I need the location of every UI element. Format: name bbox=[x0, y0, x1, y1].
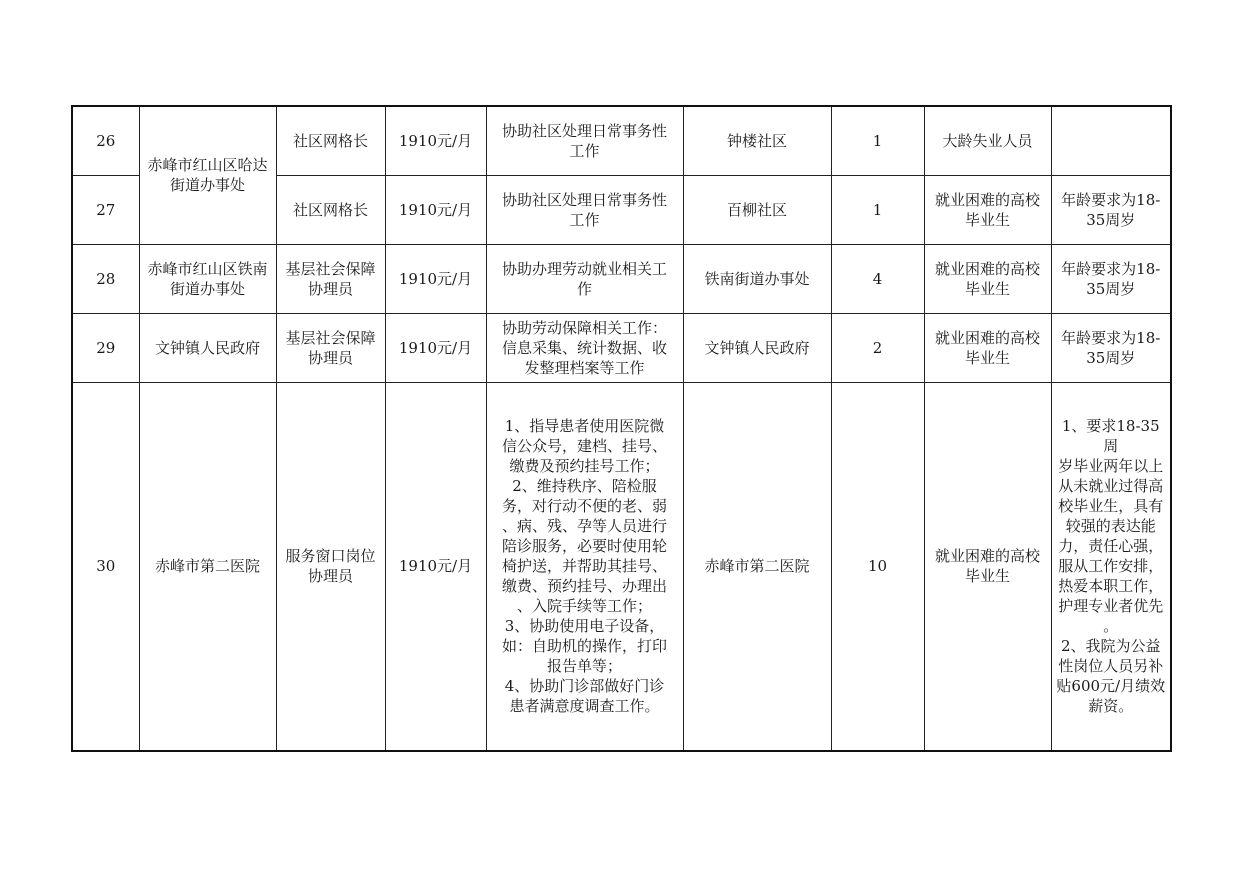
table-row bbox=[72, 313, 1171, 382]
cell-duty bbox=[486, 175, 683, 244]
duty-line: 如：自助机的操作，打印 bbox=[501, 637, 667, 656]
cell-no: 29 bbox=[72, 313, 139, 382]
duty-line: 信公众号，建档、挂号、 bbox=[501, 437, 667, 456]
note-line: 2、我院为公益 bbox=[1060, 637, 1161, 656]
unit-line: 赤峰市第二医院 bbox=[154, 557, 260, 576]
cell-salary: 1910元/月 bbox=[385, 244, 486, 313]
note-line: 力，责任心强， bbox=[1058, 537, 1164, 556]
cell-count: 2 bbox=[831, 313, 924, 382]
duty-line: 发整理档案等工作 bbox=[524, 358, 645, 377]
cell-note bbox=[1051, 175, 1171, 244]
note-line: 从未就业过得高 bbox=[1058, 477, 1164, 496]
cell-place: 铁南街道办事处 bbox=[683, 244, 831, 313]
note-line: 35周岁 bbox=[1086, 348, 1136, 367]
duty-line: 2、维持秩序、陪检服 bbox=[512, 477, 657, 496]
note-line: 性岗位人员另补 bbox=[1058, 657, 1164, 676]
note-line: 年龄要求为18- bbox=[1061, 190, 1161, 209]
cell-salary: 1910元/月 bbox=[385, 175, 486, 244]
duty-line: 、病、残、孕等人员进行 bbox=[501, 517, 667, 536]
cell-no: 30 bbox=[72, 382, 139, 751]
cell-place: 文钟镇人民政府 bbox=[683, 313, 831, 382]
target-line: 就业困难的高校 bbox=[934, 547, 1040, 566]
post-line: 社区网格长 bbox=[292, 200, 368, 219]
cell-no: 28 bbox=[72, 244, 139, 313]
duty-line: 信息采集、统计数据、收 bbox=[501, 338, 667, 357]
cell-place: 百柳社区 bbox=[683, 175, 831, 244]
cell-post bbox=[276, 175, 385, 244]
unit-line: 赤峰市红山区铁南 bbox=[147, 259, 268, 278]
duty-line: 协助办理劳动就业相关工 bbox=[501, 259, 667, 278]
post-line: 基层社会保障 bbox=[285, 259, 376, 278]
cell-note bbox=[1051, 244, 1171, 313]
unit-line: 文钟镇人民政府 bbox=[154, 338, 260, 357]
cell-duty bbox=[486, 244, 683, 313]
target-line: 大龄失业人员 bbox=[942, 131, 1033, 150]
duty-line: 务，对行动不便的老、弱 bbox=[501, 497, 667, 516]
duty-line: 1、指导患者使用医院微 bbox=[504, 417, 665, 436]
cell-post bbox=[276, 244, 385, 313]
cell-note bbox=[1051, 313, 1171, 382]
duty-line: 缴费、预约挂号、办理出 bbox=[501, 577, 667, 596]
cell-salary: 1910元/月 bbox=[385, 382, 486, 751]
duty-line: 协助社区处理日常事务性 bbox=[501, 190, 667, 209]
table-row bbox=[72, 106, 1171, 175]
cell-duty bbox=[486, 313, 683, 382]
duty-line: 患者满意度调查工作。 bbox=[509, 697, 660, 716]
cell-place: 钟楼社区 bbox=[683, 106, 831, 175]
cell-unit bbox=[139, 244, 276, 313]
post-line: 协理员 bbox=[307, 348, 353, 367]
duty-line: 作 bbox=[576, 279, 592, 298]
table-row bbox=[72, 382, 1171, 751]
post-line: 协理员 bbox=[307, 279, 353, 298]
note-line: 护理专业者优先 bbox=[1058, 597, 1164, 616]
duty-line: 3、协助使用电子设备， bbox=[504, 617, 665, 636]
unit-line: 街道办事处 bbox=[169, 176, 245, 195]
duty-line: 陪诊服务，必要时使用轮 bbox=[501, 537, 667, 556]
cell-note bbox=[1051, 382, 1171, 751]
note-line: 1、要求18-35周 bbox=[1061, 417, 1160, 456]
note-line: 校毕业生，具有 bbox=[1058, 497, 1164, 516]
cell-post bbox=[276, 382, 385, 751]
target-line: 毕业生 bbox=[964, 279, 1010, 298]
cell-post bbox=[276, 313, 385, 382]
target-line: 就业困难的高校 bbox=[934, 259, 1040, 278]
cell-target bbox=[924, 175, 1051, 244]
target-line: 毕业生 bbox=[964, 210, 1010, 229]
unit-line: 街道办事处 bbox=[169, 279, 245, 298]
post-line: 协理员 bbox=[307, 567, 353, 586]
post-line: 社区网格长 bbox=[292, 131, 368, 150]
cell-target bbox=[924, 106, 1051, 175]
note-line: 热爱本职工作， bbox=[1058, 577, 1164, 596]
duty-line: 协助劳动保障相关工作： bbox=[501, 318, 667, 337]
post-line: 服务窗口岗位 bbox=[285, 547, 376, 566]
post-line: 基层社会保障 bbox=[285, 328, 376, 347]
note-line: 35周岁 bbox=[1086, 279, 1136, 298]
duty-line: 协助社区处理日常事务性 bbox=[501, 121, 667, 140]
cell-salary: 1910元/月 bbox=[385, 106, 486, 175]
target-line: 毕业生 bbox=[964, 567, 1010, 586]
duty-line: 椅护送，并帮助其挂号、 bbox=[501, 557, 667, 576]
table-row bbox=[72, 244, 1171, 313]
target-line: 就业困难的高校 bbox=[934, 328, 1040, 347]
cell-unit bbox=[139, 382, 276, 751]
cell-count: 4 bbox=[831, 244, 924, 313]
duty-line: 、入院手续等工作； bbox=[516, 597, 652, 616]
cell-place: 赤峰市第二医院 bbox=[683, 382, 831, 751]
cell-no: 26 bbox=[72, 106, 139, 175]
cell-duty bbox=[486, 106, 683, 175]
cell-target bbox=[924, 244, 1051, 313]
note-line: 。 bbox=[1103, 617, 1119, 636]
cell-unit bbox=[139, 106, 276, 244]
cell-unit bbox=[139, 313, 276, 382]
note-line: 年龄要求为18- bbox=[1061, 259, 1161, 278]
note-line: 年龄要求为18- bbox=[1061, 328, 1161, 347]
unit-line: 赤峰市红山区哈达 bbox=[147, 156, 268, 175]
jobs-table bbox=[71, 105, 1172, 752]
cell-no: 27 bbox=[72, 175, 139, 244]
duty-line: 缴费及预约挂号工作； bbox=[509, 457, 660, 476]
cell-post bbox=[276, 106, 385, 175]
note-line: 较强的表达能 bbox=[1065, 517, 1156, 536]
cell-target bbox=[924, 313, 1051, 382]
duty-line: 报告单等； bbox=[546, 657, 622, 676]
duty-line: 工作 bbox=[569, 141, 600, 160]
target-line: 毕业生 bbox=[964, 348, 1010, 367]
target-line: 就业困难的高校 bbox=[934, 190, 1040, 209]
duty-line: 工作 bbox=[569, 210, 600, 229]
note-line: 贴600元/月绩效 bbox=[1056, 677, 1166, 696]
duty-line: 4、协助门诊部做好门诊 bbox=[504, 677, 665, 696]
note-line: 服从工作安排， bbox=[1058, 557, 1164, 576]
note-line: 35周岁 bbox=[1086, 210, 1136, 229]
cell-target bbox=[924, 382, 1051, 751]
note-line: 岁毕业两年以上 bbox=[1058, 457, 1164, 476]
note-line: 薪资。 bbox=[1088, 697, 1134, 716]
cell-salary: 1910元/月 bbox=[385, 313, 486, 382]
cell-count: 1 bbox=[831, 106, 924, 175]
cell-note bbox=[1051, 106, 1171, 175]
cell-count: 10 bbox=[831, 382, 924, 751]
cell-duty bbox=[486, 382, 683, 751]
cell-count: 1 bbox=[831, 175, 924, 244]
